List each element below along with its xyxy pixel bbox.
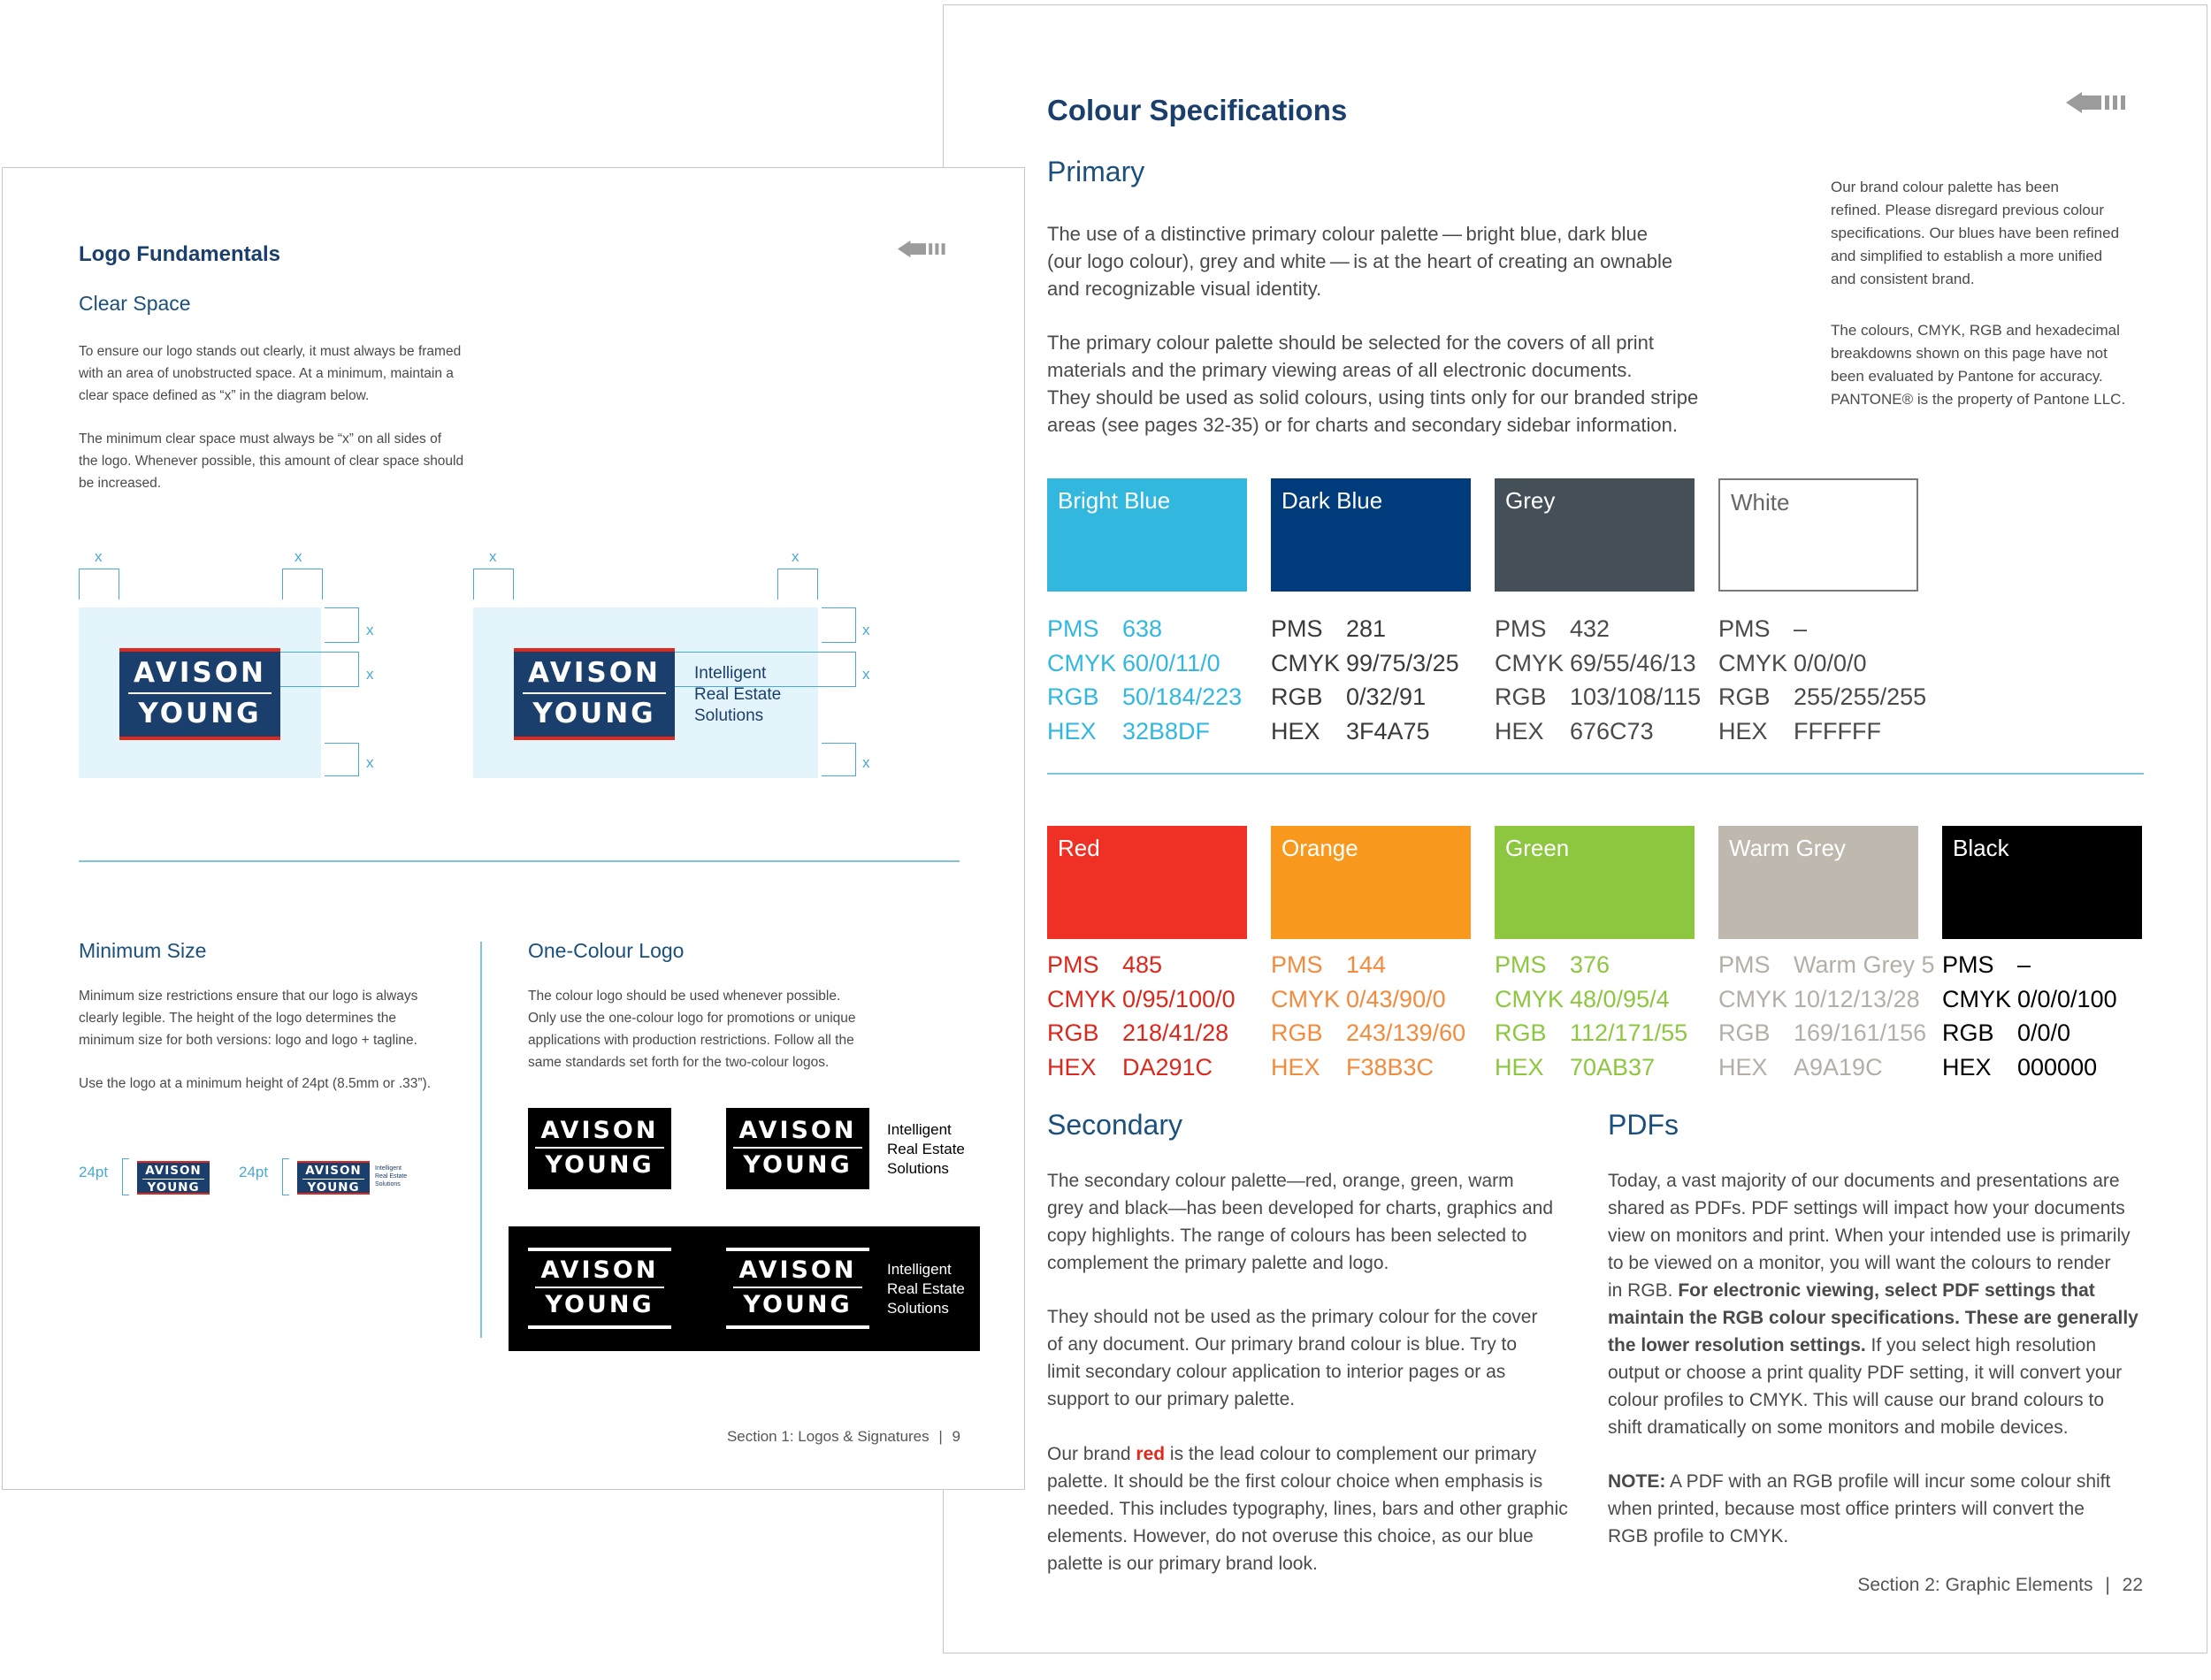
primary-paragraph-1: The use of a distinctive primary colour palette — bright blue, dark blue (our logo colour), grey and white — is at the heart of creating an ownable and recognizable visual identity.: [1047, 223, 1673, 300]
clear-space-paragraph-2: The minimum clear space must always be “x” on all sides of the logo. Whenever possible, this amount of clear space should be increased.: [79, 431, 464, 491]
secondary-paragraph-3: Our brand red is the lead colour to complement our primary palette. It should be the first colour choice when emphasis is needed. This includes typography, lines, bars and other graphic elements. However, do not overuse this choice, as our blue palette is our primary brand look.: [1047, 1444, 1568, 1574]
pms-value: –: [2017, 951, 2031, 978]
rgb-label: RGB: [1271, 1019, 1323, 1046]
page-title: Logo Fundamentals: [79, 242, 280, 266]
cmyk-label: CMYK: [1718, 985, 1788, 1012]
cmyk-label: CMYK: [1942, 985, 2012, 1012]
cmyk-value: 0/43/90/0: [1346, 985, 1446, 1012]
minimum-size-heading: Minimum Size: [79, 939, 207, 962]
pms-value: 485: [1122, 951, 1163, 978]
cmyk-label: CMYK: [1495, 649, 1565, 676]
cmyk-label: CMYK: [1271, 985, 1341, 1012]
swatch-orange: [1271, 826, 1471, 939]
colour-specifications-page: [943, 4, 2207, 1653]
swatch-dark-blue: [1271, 478, 1471, 592]
one-colour-paragraph: The colour logo should be used whenever possible. Only use the one-colour logo for promotions or unique applications with production restrictions. Follow all the same standards set forth for the two-colour logos.: [528, 989, 856, 1070]
tagline: Intelligent Real Estate Solutions: [375, 1165, 408, 1187]
hex-value: F38B3C: [1346, 1053, 1434, 1081]
minimum-size-paragraph-1: Minimum size restrictions ensure that our logo is always clearly legible. The height of the logo determines the minimum size for both versions: logo and logo + tagline.: [79, 989, 418, 1048]
rgb-value: 255/255/255: [1794, 683, 1927, 710]
swatch-grey: [1495, 478, 1695, 592]
hex-value: DA291C: [1122, 1053, 1213, 1081]
divider: [1047, 773, 2144, 775]
one-colour-logo-tagline-white: AVISON YOUNG: [726, 1248, 869, 1329]
swatch-label: Bright Blue: [1058, 487, 1171, 514]
hex-value: 70AB37: [1570, 1053, 1656, 1081]
swatch-white: [1718, 478, 1918, 592]
one-colour-heading: One-Colour Logo: [528, 939, 685, 962]
pms-value: 281: [1346, 615, 1387, 642]
pms-label: PMS: [1718, 951, 1771, 978]
swatch-label: White: [1731, 489, 1790, 515]
pms-label: PMS: [1495, 615, 1547, 642]
one-colour-logo-tagline-black: AVISON YOUNG: [726, 1108, 869, 1189]
rgb-label: RGB: [1047, 683, 1099, 710]
swatch-label: Green: [1505, 835, 1570, 861]
pms-label: PMS: [1718, 615, 1771, 642]
swatch-label: Grey: [1505, 487, 1556, 514]
cmyk-value: 69/55/46/13: [1570, 649, 1696, 676]
hex-label: HEX: [1271, 1053, 1320, 1081]
pdfs-heading: PDFs: [1608, 1109, 1679, 1141]
tagline: Intelligent Real Estate Solutions: [694, 664, 782, 725]
clear-space-heading: Clear Space: [79, 292, 191, 315]
swatch-red: [1047, 826, 1247, 939]
secondary-paragraph-1: The secondary colour palette—red, orange, green, warm grey and black—has been developed for charts, graphics and copy highlights. The range of colours has been selected to complement the primary palette and logo.: [1047, 1171, 1554, 1273]
rgb-value: 243/139/60: [1346, 1019, 1466, 1046]
page-footer: Section 1: Logos & Signatures | 9: [726, 1428, 960, 1445]
cmyk-label: CMYK: [1047, 649, 1117, 676]
pms-value: 638: [1122, 615, 1163, 642]
rgb-value: 0/0/0: [2017, 1019, 2071, 1046]
hex-label: HEX: [1718, 1053, 1768, 1081]
hex-value: A9A19C: [1794, 1053, 1883, 1081]
hex-label: HEX: [1495, 717, 1544, 745]
swatch-label: Red: [1058, 835, 1100, 861]
swatch-label: Dark Blue: [1281, 487, 1383, 514]
pms-label: PMS: [1942, 951, 1994, 978]
rgb-label: RGB: [1271, 683, 1323, 710]
pantone-note: The colours, CMYK, RGB and hexadecimal breakdowns shown on this page have not been evaluated by Pantone for accuracy. PANTONE® is the property of Pantone LLC.: [1831, 322, 2126, 408]
rgb-value: 112/171/55: [1570, 1019, 1688, 1046]
hex-label: HEX: [1047, 1053, 1097, 1081]
pdfs-note: NOTE: A PDF with an RGB profile will incur some colour shift when printed, because most office printers will convert the RGB profile to CMYK.: [1608, 1471, 2111, 1546]
secondary-heading: Secondary: [1047, 1109, 1182, 1141]
pms-value: –: [1794, 615, 1808, 642]
pms-label: PMS: [1047, 951, 1099, 978]
swatch-green: [1495, 826, 1695, 939]
cmyk-value: 60/0/11/0: [1122, 649, 1220, 676]
rgb-value: 218/41/28: [1122, 1019, 1229, 1046]
swatch-black: [1942, 826, 2142, 939]
rgb-value: 0/32/91: [1346, 683, 1427, 710]
rgb-label: RGB: [1495, 1019, 1547, 1046]
rgb-label: RGB: [1718, 1019, 1771, 1046]
swatch-label: Warm Grey: [1729, 835, 1846, 861]
hex-label: HEX: [1942, 1053, 1992, 1081]
cmyk-label: CMYK: [1495, 985, 1565, 1012]
hex-value: 000000: [2017, 1053, 2098, 1081]
hex-label: HEX: [1718, 717, 1768, 745]
divider: [79, 860, 960, 862]
cmyk-value: 99/75/3/25: [1346, 649, 1459, 676]
page-title: Colour Specifications: [1047, 94, 1348, 126]
pdfs-paragraph: Today, a vast majority of our documents and presentations are shared as PDFs. PDF settings will impact how your documents view on monitors and print. When your intended use is primarily to be viewed on a monitor, you will want the colours to render in RGB. For electronic viewing, select PDF settings that maintain the RGB colour specifications. These are generally the lower resolution settings. If you select high resolution output or choose a print quality PDF setting, it will convert your colour profiles to CMYK. This will cause our brand colours to shift dramatically on some monitors and mobile devices.: [1608, 1171, 2138, 1438]
pms-value: 376: [1570, 951, 1610, 978]
page-footer: Section 2: Graphic Elements | 22: [1857, 1575, 2143, 1595]
rgb-value: 103/108/115: [1570, 683, 1702, 710]
back-arrow-icon[interactable]: [898, 241, 945, 257]
pms-value: 432: [1570, 615, 1610, 642]
cmyk-value: 0/95/100/0: [1122, 985, 1236, 1012]
rgb-label: RGB: [1495, 683, 1547, 710]
tagline: Intelligent Real Estate Solutions: [887, 1261, 965, 1317]
rgb-label: RGB: [1047, 1019, 1099, 1046]
pms-value: Warm Grey 5: [1794, 951, 1935, 978]
cmyk-value: 0/0/0/100: [2017, 985, 2117, 1012]
swatch-label: Orange: [1281, 835, 1358, 861]
hex-label: HEX: [1047, 717, 1097, 745]
pms-label: PMS: [1047, 615, 1099, 642]
hex-label: HEX: [1495, 1053, 1544, 1081]
rgb-value: 50/184/223: [1122, 683, 1243, 710]
swatch-bright-blue: [1047, 478, 1247, 592]
back-arrow-icon[interactable]: [2066, 92, 2125, 113]
rgb-label: RGB: [1718, 683, 1771, 710]
cmyk-value: 48/0/95/4: [1570, 985, 1670, 1012]
rgb-label: RGB: [1942, 1019, 1994, 1046]
hex-value: 3F4A75: [1346, 717, 1430, 745]
tagline: Intelligent Real Estate Solutions: [887, 1121, 965, 1177]
cmyk-label: CMYK: [1718, 649, 1788, 676]
swatch-label: Black: [1953, 835, 2009, 861]
pms-label: PMS: [1495, 951, 1547, 978]
logo-fundamentals-page: Logo Fundamentals Clear Space To ensure our logo stands out clearly, it must always be framed with an area of unobstructed space. At a minimum, maintain a clear space defined as “x” in the diagram below. The minimum clear space must always be “x” on all sides of the logo. Whenever possible, this amount of clear space should be increased. x x x x x AVISON YOUNG x x x x x AVISON YOUNG Intelligent Real Estate Solutions Minimum Size Minimum size restrictions ensure that our logo is always clearly legible. The height of the logo determines the minimum size for both versions: logo and logo + tagline. Use the logo at a minimum height of 24pt (8.5mm or .33”). 24pt AVISON YOUNG 24pt AVISON YOUNG Intelligent Real Estate Solutions One-Colour Logo The colour logo should be used whenever possible. Only use the one-colour logo for promotions or unique applications with production restrictions. Follow all the same standards set forth for the two-colour logos. AVISON YOUNG AVISON YOUNG Intelligent Real Estate Solutions AVISON YOUNG AVISON YOUNG Intelligent Real Estate Solutions Section 1: Logos & Signatures | 9: [2, 167, 1025, 1490]
cmyk-value: 0/0/0/0: [1794, 649, 1867, 676]
cmyk-value: 10/12/13/28: [1794, 985, 1920, 1012]
primary-heading: Primary: [1047, 156, 1145, 187]
hex-label: HEX: [1271, 717, 1320, 745]
minimum-size-paragraph-2: Use the logo at a minimum height of 24pt (8.5mm or .33”).: [79, 1076, 432, 1091]
pms-value: 144: [1346, 951, 1387, 978]
reverse-logo-panel: [509, 1226, 980, 1351]
pms-label: PMS: [1271, 951, 1323, 978]
avison-young-logo: AVISON YOUNG: [514, 648, 675, 740]
rgb-value: 169/161/156: [1794, 1019, 1927, 1046]
one-colour-logo-black: AVISON YOUNG: [528, 1108, 671, 1189]
avison-young-logo: AVISON YOUNG: [119, 648, 280, 740]
cmyk-label: CMYK: [1271, 649, 1341, 676]
secondary-paragraph-2: They should not be used as the primary colour for the cover of any document. Our primary brand colour is blue. Try to limit secondary colour application to interior pages or as support to our primary palette.: [1047, 1307, 1538, 1409]
primary-paragraph-2: The primary colour palette should be selected for the covers of all print materials and the primary viewing areas of all electronic documents. They should be used as solid colours, using tints only for our branded stripe areas (see pages 32-35) or for charts and secondary sidebar information.: [1047, 332, 1699, 436]
cmyk-label: CMYK: [1047, 985, 1117, 1012]
clear-space-paragraph-1: To ensure our logo stands out clearly, it must always be framed with an area of unobstructed space. At a minimum, maintain a clear space defined as “x” in the diagram below.: [79, 344, 462, 403]
hex-value: 676C73: [1570, 717, 1654, 745]
one-colour-logo-white: AVISON YOUNG: [528, 1248, 671, 1329]
swatch-warm-grey: [1718, 826, 1918, 939]
pms-label: PMS: [1271, 615, 1323, 642]
column-divider: [480, 942, 482, 1338]
hex-value: 32B8DF: [1122, 717, 1211, 745]
hex-value: FFFFFF: [1794, 717, 1881, 745]
palette-note: Our brand colour palette has been refined. Please disregard previous colour specifications. Our blues have been refined and simplified to establish a more unified and consistent brand.: [1831, 179, 2120, 287]
